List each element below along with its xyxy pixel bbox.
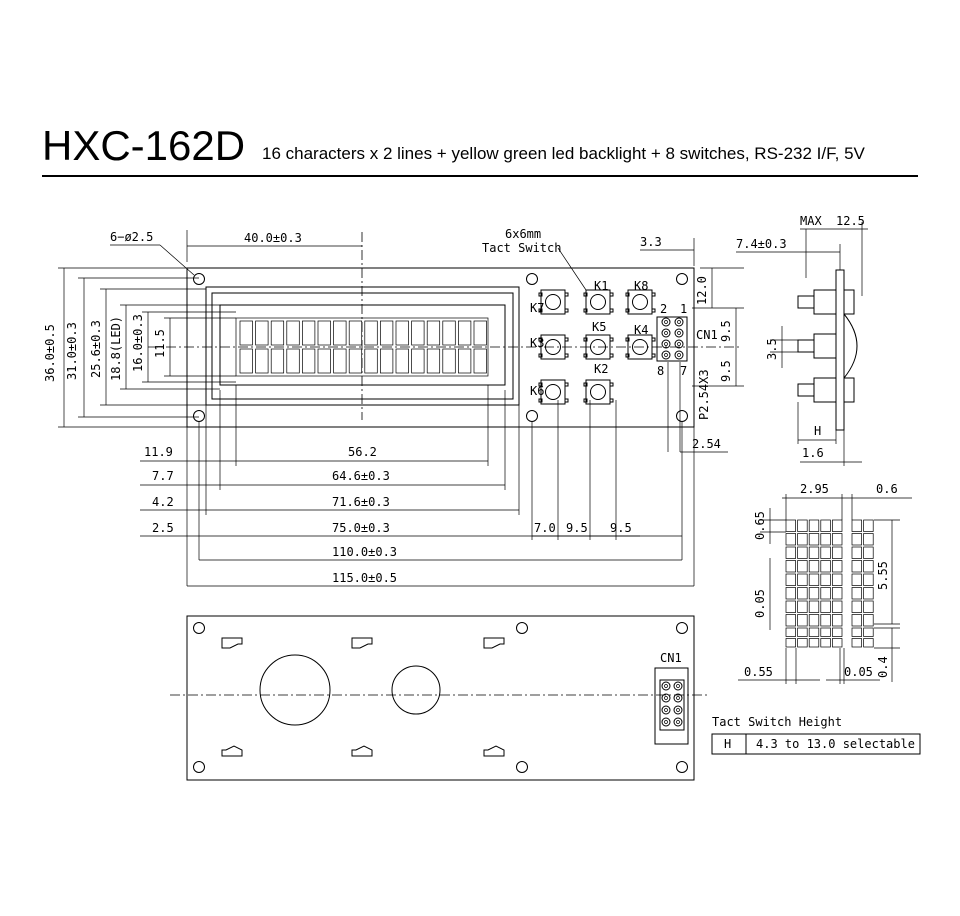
dot <box>852 534 862 546</box>
mount-hole <box>527 274 538 285</box>
dot <box>821 574 831 586</box>
svg-text:H: H <box>724 737 732 751</box>
svg-text:16.0±0.3: 16.0±0.3 <box>131 314 145 372</box>
svg-text:K3: K3 <box>530 336 545 350</box>
dot <box>809 615 819 627</box>
mount-hole <box>527 411 538 422</box>
dot <box>852 561 862 573</box>
tact-switch <box>626 290 655 314</box>
dot <box>864 628 874 637</box>
svg-text:56.2: 56.2 <box>348 445 377 459</box>
character-detail <box>738 482 912 684</box>
dot <box>809 574 819 586</box>
cn1-label: CN1 <box>696 328 718 342</box>
dot <box>786 534 796 546</box>
dot <box>852 601 862 613</box>
dot <box>832 639 842 648</box>
dot <box>852 615 862 627</box>
back-cn1-pin <box>674 706 682 714</box>
dot <box>832 615 842 627</box>
character-cell <box>474 349 487 373</box>
hole-label: 6−ø2.5 <box>110 230 154 244</box>
svg-text:8: 8 <box>657 364 665 378</box>
dot <box>832 628 842 637</box>
svg-text:75.0±0.3: 75.0±0.3 <box>332 521 390 535</box>
dot <box>809 601 819 613</box>
svg-text:9.5: 9.5 <box>566 521 588 535</box>
dot <box>852 588 862 600</box>
tact-switch <box>584 380 613 404</box>
character-cell <box>412 349 425 373</box>
svg-text:K8: K8 <box>634 279 649 293</box>
back-cn1-pin <box>662 706 670 714</box>
character-cell <box>302 321 315 345</box>
cn1-pin <box>675 351 683 359</box>
svg-text:12.5: 12.5 <box>836 214 865 228</box>
side-view <box>736 214 868 466</box>
side-pcb <box>836 270 844 430</box>
dot <box>821 601 831 613</box>
character-cell <box>349 321 362 345</box>
dot <box>786 628 796 637</box>
cn1-pin <box>662 329 670 337</box>
svg-text:2.54: 2.54 <box>692 437 721 451</box>
svg-text:9.5: 9.5 <box>610 521 632 535</box>
dot <box>852 628 862 637</box>
svg-text:4.2: 4.2 <box>152 495 174 509</box>
mount-hole <box>677 274 688 285</box>
back-cn1-pin <box>662 682 670 690</box>
dot <box>832 534 842 546</box>
character-cell <box>365 321 378 345</box>
svg-text:4.3 to 13.0 selectable: 4.3 to 13.0 selectable <box>756 737 915 751</box>
svg-text:5.55: 5.55 <box>876 561 890 590</box>
svg-text:36.0±0.5: 36.0±0.5 <box>43 324 57 382</box>
dot <box>786 601 796 613</box>
dot <box>852 574 862 586</box>
dot <box>798 520 808 532</box>
svg-text:1.6: 1.6 <box>802 446 824 460</box>
svg-text:7.0: 7.0 <box>534 521 556 535</box>
character-cell <box>256 349 269 373</box>
character-cell <box>474 321 487 345</box>
svg-text:11.9: 11.9 <box>144 445 173 459</box>
svg-text:31.0±0.3: 31.0±0.3 <box>65 322 79 380</box>
model-title: HXC-162D <box>42 122 246 169</box>
dot <box>864 547 874 559</box>
character-cell <box>427 349 440 373</box>
svg-text:11.5: 11.5 <box>153 329 167 358</box>
svg-text:1: 1 <box>680 302 688 316</box>
dot <box>864 588 874 600</box>
dot <box>809 639 819 648</box>
dot <box>821 520 831 532</box>
character-cell <box>256 321 269 345</box>
dot <box>821 615 831 627</box>
back-view <box>170 616 710 780</box>
svg-text:H: H <box>814 424 822 438</box>
svg-text:2.95: 2.95 <box>800 482 829 496</box>
svg-text:12.0: 12.0 <box>695 276 709 305</box>
dot <box>821 534 831 546</box>
dot <box>821 547 831 559</box>
dot <box>864 639 874 648</box>
back-cn1-pin <box>674 682 682 690</box>
svg-text:0.05: 0.05 <box>844 665 873 679</box>
dot <box>832 588 842 600</box>
svg-text:110.0±0.3: 110.0±0.3 <box>332 545 398 559</box>
dot <box>809 561 819 573</box>
dot <box>864 615 874 627</box>
bezel-tabs <box>222 638 504 756</box>
dot <box>809 534 819 546</box>
dot <box>809 547 819 559</box>
svg-text:7.4±0.3: 7.4±0.3 <box>736 237 787 251</box>
character-cell <box>302 349 315 373</box>
dot <box>821 588 831 600</box>
svg-text:18.8(LED): 18.8(LED) <box>109 315 123 381</box>
svg-text:7: 7 <box>680 364 688 378</box>
dot <box>852 520 862 532</box>
cn1-pin <box>662 318 670 326</box>
character-cell <box>427 321 440 345</box>
dot <box>798 615 808 627</box>
dot <box>832 547 842 559</box>
character-cell <box>287 321 300 345</box>
svg-text:64.6±0.3: 64.6±0.3 <box>332 469 390 483</box>
character-cell <box>458 321 471 345</box>
svg-text:0.4: 0.4 <box>876 656 890 678</box>
character-cell <box>271 321 284 345</box>
dot <box>852 639 862 648</box>
buzzer-pad <box>260 655 330 725</box>
mount-hole <box>194 411 205 422</box>
pcb-outline <box>187 268 694 427</box>
svg-text:115.0±0.5: 115.0±0.5 <box>332 571 398 585</box>
vertical-dimensions <box>43 268 236 427</box>
dot <box>821 628 831 637</box>
character-cell <box>349 349 362 373</box>
dot <box>864 534 874 546</box>
svg-text:2: 2 <box>660 302 668 316</box>
dot <box>798 639 808 648</box>
svg-text:7.7: 7.7 <box>152 469 174 483</box>
model-subtitle: 16 characters x 2 lines + yellow green led backlight + 8 switches, RS-232 I/F, 5V <box>262 144 865 163</box>
dot <box>832 601 842 613</box>
svg-text:0.55: 0.55 <box>744 665 773 679</box>
dot <box>786 574 796 586</box>
dot <box>798 547 808 559</box>
character-cell <box>443 349 456 373</box>
svg-text:71.6±0.3: 71.6±0.3 <box>332 495 390 509</box>
svg-text:0.65: 0.65 <box>753 511 767 540</box>
dot <box>809 520 819 532</box>
svg-text:K7: K7 <box>530 301 545 315</box>
dot <box>798 628 808 637</box>
svg-text:Tact Switch Height: Tact Switch Height <box>712 715 843 729</box>
svg-text:MAX: MAX <box>800 214 822 228</box>
cn1-pin <box>675 318 683 326</box>
dot <box>809 588 819 600</box>
character-cell <box>318 321 331 345</box>
back-cn1-pin <box>674 718 682 726</box>
back-cn1-label: CN1 <box>660 651 682 665</box>
dot <box>852 547 862 559</box>
dot <box>864 601 874 613</box>
character-cell <box>412 321 425 345</box>
svg-text:Tact Switch: Tact Switch <box>482 241 562 255</box>
dot <box>832 561 842 573</box>
svg-text:9.5: 9.5 <box>719 360 733 382</box>
character-cell <box>380 321 393 345</box>
dot <box>786 615 796 627</box>
mount-hole <box>677 411 688 422</box>
svg-text:K2: K2 <box>594 362 609 376</box>
character-cell <box>334 321 347 345</box>
dot <box>832 520 842 532</box>
character-cell <box>458 349 471 373</box>
mounting-pad <box>392 666 440 714</box>
character-cell <box>271 349 284 373</box>
back-cn1-pin <box>662 718 670 726</box>
dot <box>798 588 808 600</box>
mount-hole <box>194 274 205 285</box>
character-cell <box>334 349 347 373</box>
dot <box>809 628 819 637</box>
character-cell <box>365 349 378 373</box>
dot <box>798 561 808 573</box>
dot <box>832 574 842 586</box>
character-cell <box>396 349 409 373</box>
svg-text:3.3: 3.3 <box>640 235 662 249</box>
svg-text:40.0±0.3: 40.0±0.3 <box>244 231 302 245</box>
cn1-pin <box>662 351 670 359</box>
dot <box>798 534 808 546</box>
svg-text:0.6: 0.6 <box>876 482 898 496</box>
svg-text:K6: K6 <box>530 384 545 398</box>
svg-text:0.05: 0.05 <box>753 589 767 618</box>
svg-text:6x6mm: 6x6mm <box>505 227 542 241</box>
svg-text:K5: K5 <box>592 320 607 334</box>
svg-text:2.5: 2.5 <box>152 521 174 535</box>
dot <box>786 639 796 648</box>
tact-switch <box>584 290 613 314</box>
character-cell <box>240 349 253 373</box>
dot <box>798 574 808 586</box>
character-cell <box>380 349 393 373</box>
dot <box>864 574 874 586</box>
svg-text:3.5: 3.5 <box>765 338 779 360</box>
back-pcb-outline <box>187 616 694 780</box>
character-cell <box>318 349 331 373</box>
dot <box>786 588 796 600</box>
character-cell <box>396 321 409 345</box>
character-cell <box>287 349 300 373</box>
dot <box>786 520 796 532</box>
dot <box>864 520 874 532</box>
dot <box>864 561 874 573</box>
svg-text:9.5: 9.5 <box>719 320 733 342</box>
side-switches <box>798 290 857 402</box>
svg-text:K1: K1 <box>594 279 609 293</box>
character-cell <box>443 321 456 345</box>
character-cell <box>240 321 253 345</box>
dot <box>786 547 796 559</box>
cn1-pin <box>675 329 683 337</box>
svg-text:25.6±0.3: 25.6±0.3 <box>89 320 103 378</box>
dot <box>798 601 808 613</box>
svg-text:K4: K4 <box>634 323 649 337</box>
dot <box>786 561 796 573</box>
dot <box>821 561 831 573</box>
switch-height-table <box>712 715 920 754</box>
dot <box>821 639 831 648</box>
svg-text:P2.54X3: P2.54X3 <box>697 369 711 420</box>
